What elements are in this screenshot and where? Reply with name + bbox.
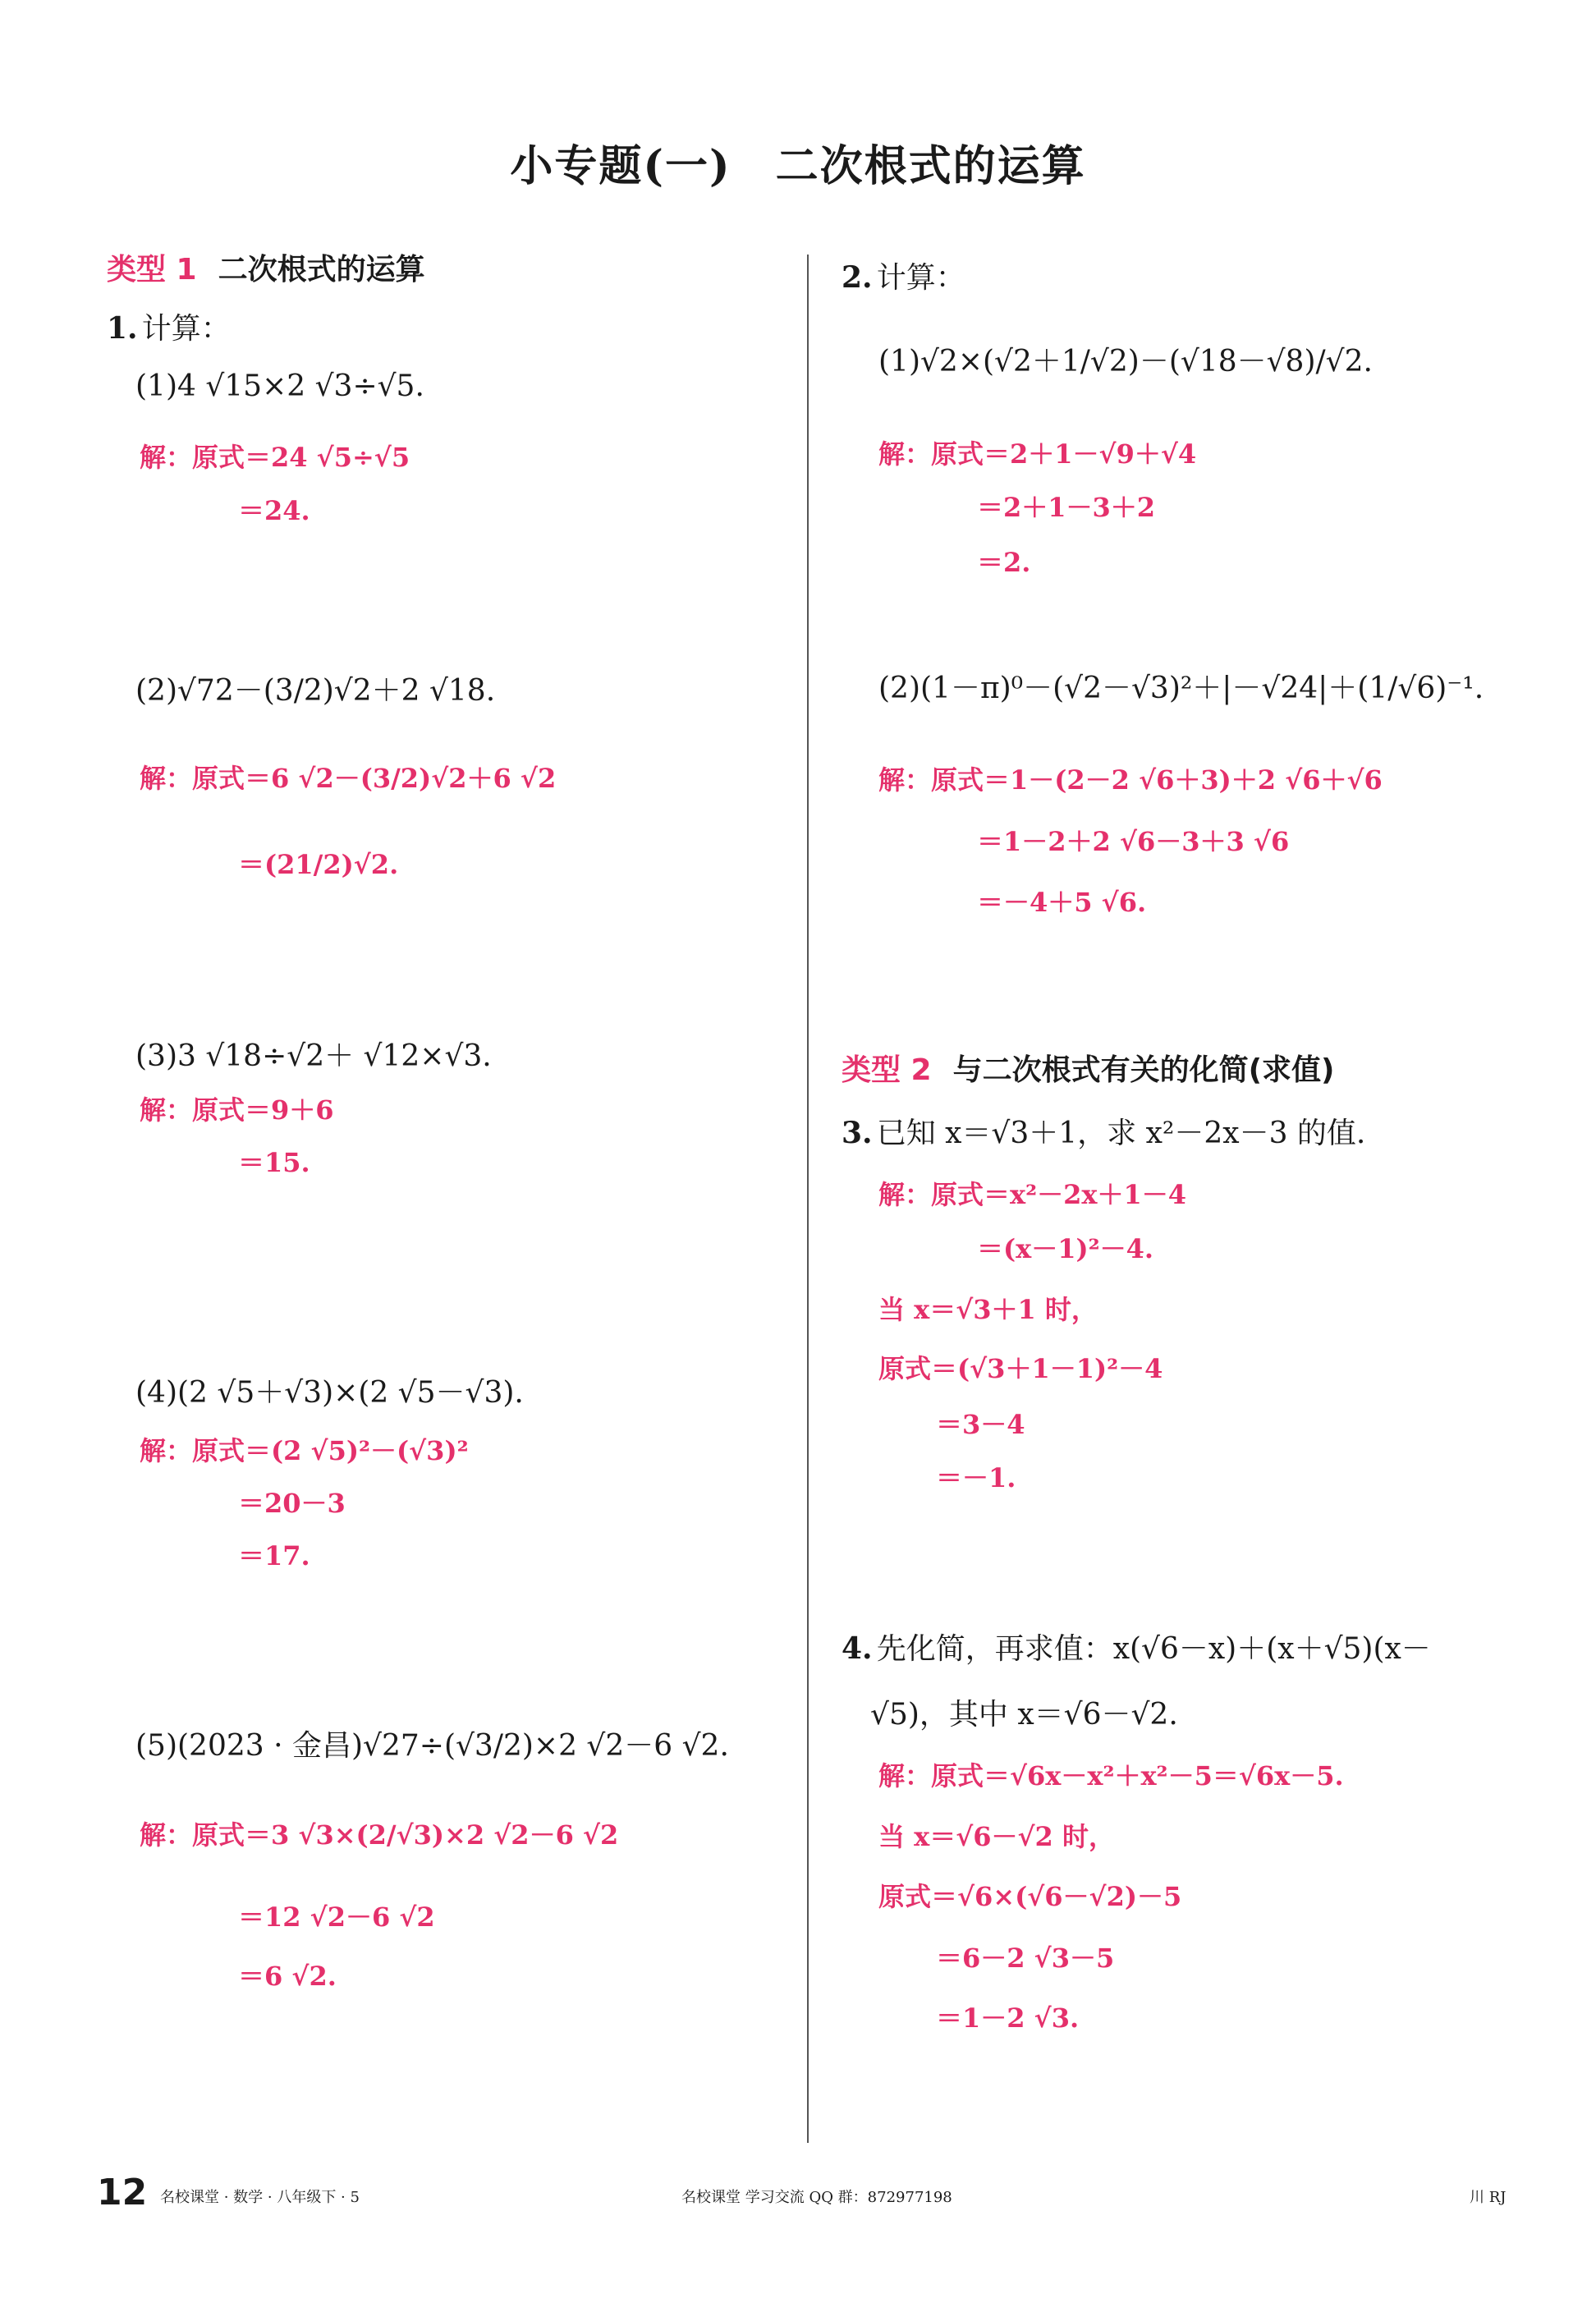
type1-heading (107, 246, 425, 288)
q1-part1-problem: (1)4 √15×2 √3÷√5. (135, 369, 424, 403)
question-3-number: 3. (842, 1116, 873, 1150)
q1-part4-solution-line: 解：原式＝(2 √5)²－(√3)² (140, 1435, 469, 1466)
q1-part5-solution-line: ＝12 √2－6 √2 (238, 1901, 435, 1933)
type2-label: 与二次根式有关的化简(求值) (952, 1053, 1335, 1087)
question-4-number: 4. (842, 1631, 873, 1666)
q1-part3-problem: (3)3 √18÷√2＋ √12×√3. (135, 1039, 492, 1073)
q2-part2-problem: (2)(1－π)⁰－(√2－√3)²＋|－√24|＋(1/√6)⁻¹. (878, 672, 1484, 705)
question-3 (842, 1110, 1365, 1152)
type2-tag: 类型 2 (842, 1053, 932, 1087)
question-4-text-line1: 先化简，再求值：x(√6－x)＋(x＋√5)(x－ (876, 1632, 1431, 1666)
column-divider (807, 255, 809, 2143)
q4-solution-line: 当 x＝√6－√2 时， (878, 1821, 1115, 1852)
q1-part3-solution-line: ＝15. (238, 1147, 310, 1178)
q1-part1-solution-line: 解：原式＝24 √5÷√5 (140, 442, 410, 473)
question-4-text-line2: √5)，其中 x＝√6－√2. (870, 1698, 1178, 1732)
footer-qq-group: 名校课堂 学习交流 QQ 群：872977198 (681, 2189, 952, 2206)
q2-part1-solution-line: ＝2＋1－3＋2 (977, 492, 1156, 523)
q1-part4-problem: (4)(2 √5＋√3)×(2 √5－√3). (135, 1376, 524, 1410)
page-number: 12 (97, 2172, 148, 2213)
question-2 (842, 255, 965, 296)
q4-solution-line: ＝6－2 √3－5 (936, 1943, 1115, 1974)
q2-part2-solution-line: 解：原式＝1－(2－2 √6＋3)＋2 √6＋√6 (878, 764, 1383, 796)
footer-edition: 川 RJ (1470, 2189, 1507, 2206)
question-2-text: 计算： (876, 261, 965, 295)
q1-part2-problem: (2)√72－(3/2)√2＋2 √18. (135, 674, 496, 708)
q3-solution-line: 原式＝(√3＋1－1)²－4 (878, 1353, 1163, 1384)
q2-part1-solution-line: ＝2. (977, 547, 1031, 578)
type1-tag: 类型 1 (107, 253, 197, 287)
type2-heading (842, 1047, 1335, 1089)
q2-part2-solution-line: ＝－4＋5 √6. (977, 887, 1147, 918)
question-2-number: 2. (842, 260, 873, 295)
q1-part4-solution-line: ＝17. (238, 1540, 310, 1571)
q3-solution-line: 当 x＝√3＋1 时， (878, 1294, 1098, 1325)
q2-part2-solution-line: ＝1－2＋2 √6－3＋3 √6 (977, 826, 1290, 857)
q2-part1-problem: (1)√2×(√2＋1/√2)－(√18－√8)/√2. (878, 345, 1373, 378)
q1-part5-solution-line: ＝6 √2. (238, 1961, 337, 1992)
question-1-number: 1. (107, 311, 138, 346)
q3-solution-line: ＝－1. (936, 1462, 1016, 1493)
q1-part2-solution-line: ＝(21/2)√2. (238, 849, 399, 880)
q1-part3-solution-line: 解：原式＝9＋6 (140, 1094, 334, 1126)
type1-label: 二次根式的运算 (218, 253, 425, 287)
q4-solution-line: 解：原式＝√6x－x²＋x²－5＝√6x－5. (878, 1760, 1344, 1791)
q1-part5-solution-line: 解：原式＝3 √3×(2/√3)×2 √2－6 √2 (140, 1819, 619, 1851)
q3-solution-line: 解：原式＝x²－2x＋1－4 (878, 1179, 1186, 1210)
q1-part2-solution-line: 解：原式＝6 √2－(3/2)√2＋6 √2 (140, 763, 557, 794)
q1-part1-solution-line: ＝24. (238, 495, 310, 526)
q4-solution-line: 原式＝√6×(√6－√2)－5 (878, 1881, 1182, 1912)
q4-solution-line: ＝1－2 √3. (936, 2002, 1080, 2034)
page-title: 小专题(一) 二次根式的运算 (510, 141, 1086, 191)
q3-solution-line: ＝(x－1)²－4. (977, 1233, 1154, 1264)
question-1-text: 计算： (141, 312, 231, 346)
q2-part1-solution-line: 解：原式＝2＋1－√9＋√4 (878, 438, 1197, 470)
footer-book-info: 名校课堂 · 数学 · 八年级下 · 5 (160, 2189, 360, 2206)
question-3-text: 已知 x＝√3＋1，求 x²－2x－3 的值. (876, 1117, 1366, 1150)
question-4 (842, 1626, 1431, 1667)
q3-solution-line: ＝3－4 (936, 1409, 1025, 1440)
question-1 (107, 305, 231, 347)
q1-part5-problem: (5)(2023 · 金昌)√27÷(√3/2)×2 √2－6 √2. (135, 1729, 729, 1763)
q1-part4-solution-line: ＝20－3 (238, 1488, 346, 1519)
